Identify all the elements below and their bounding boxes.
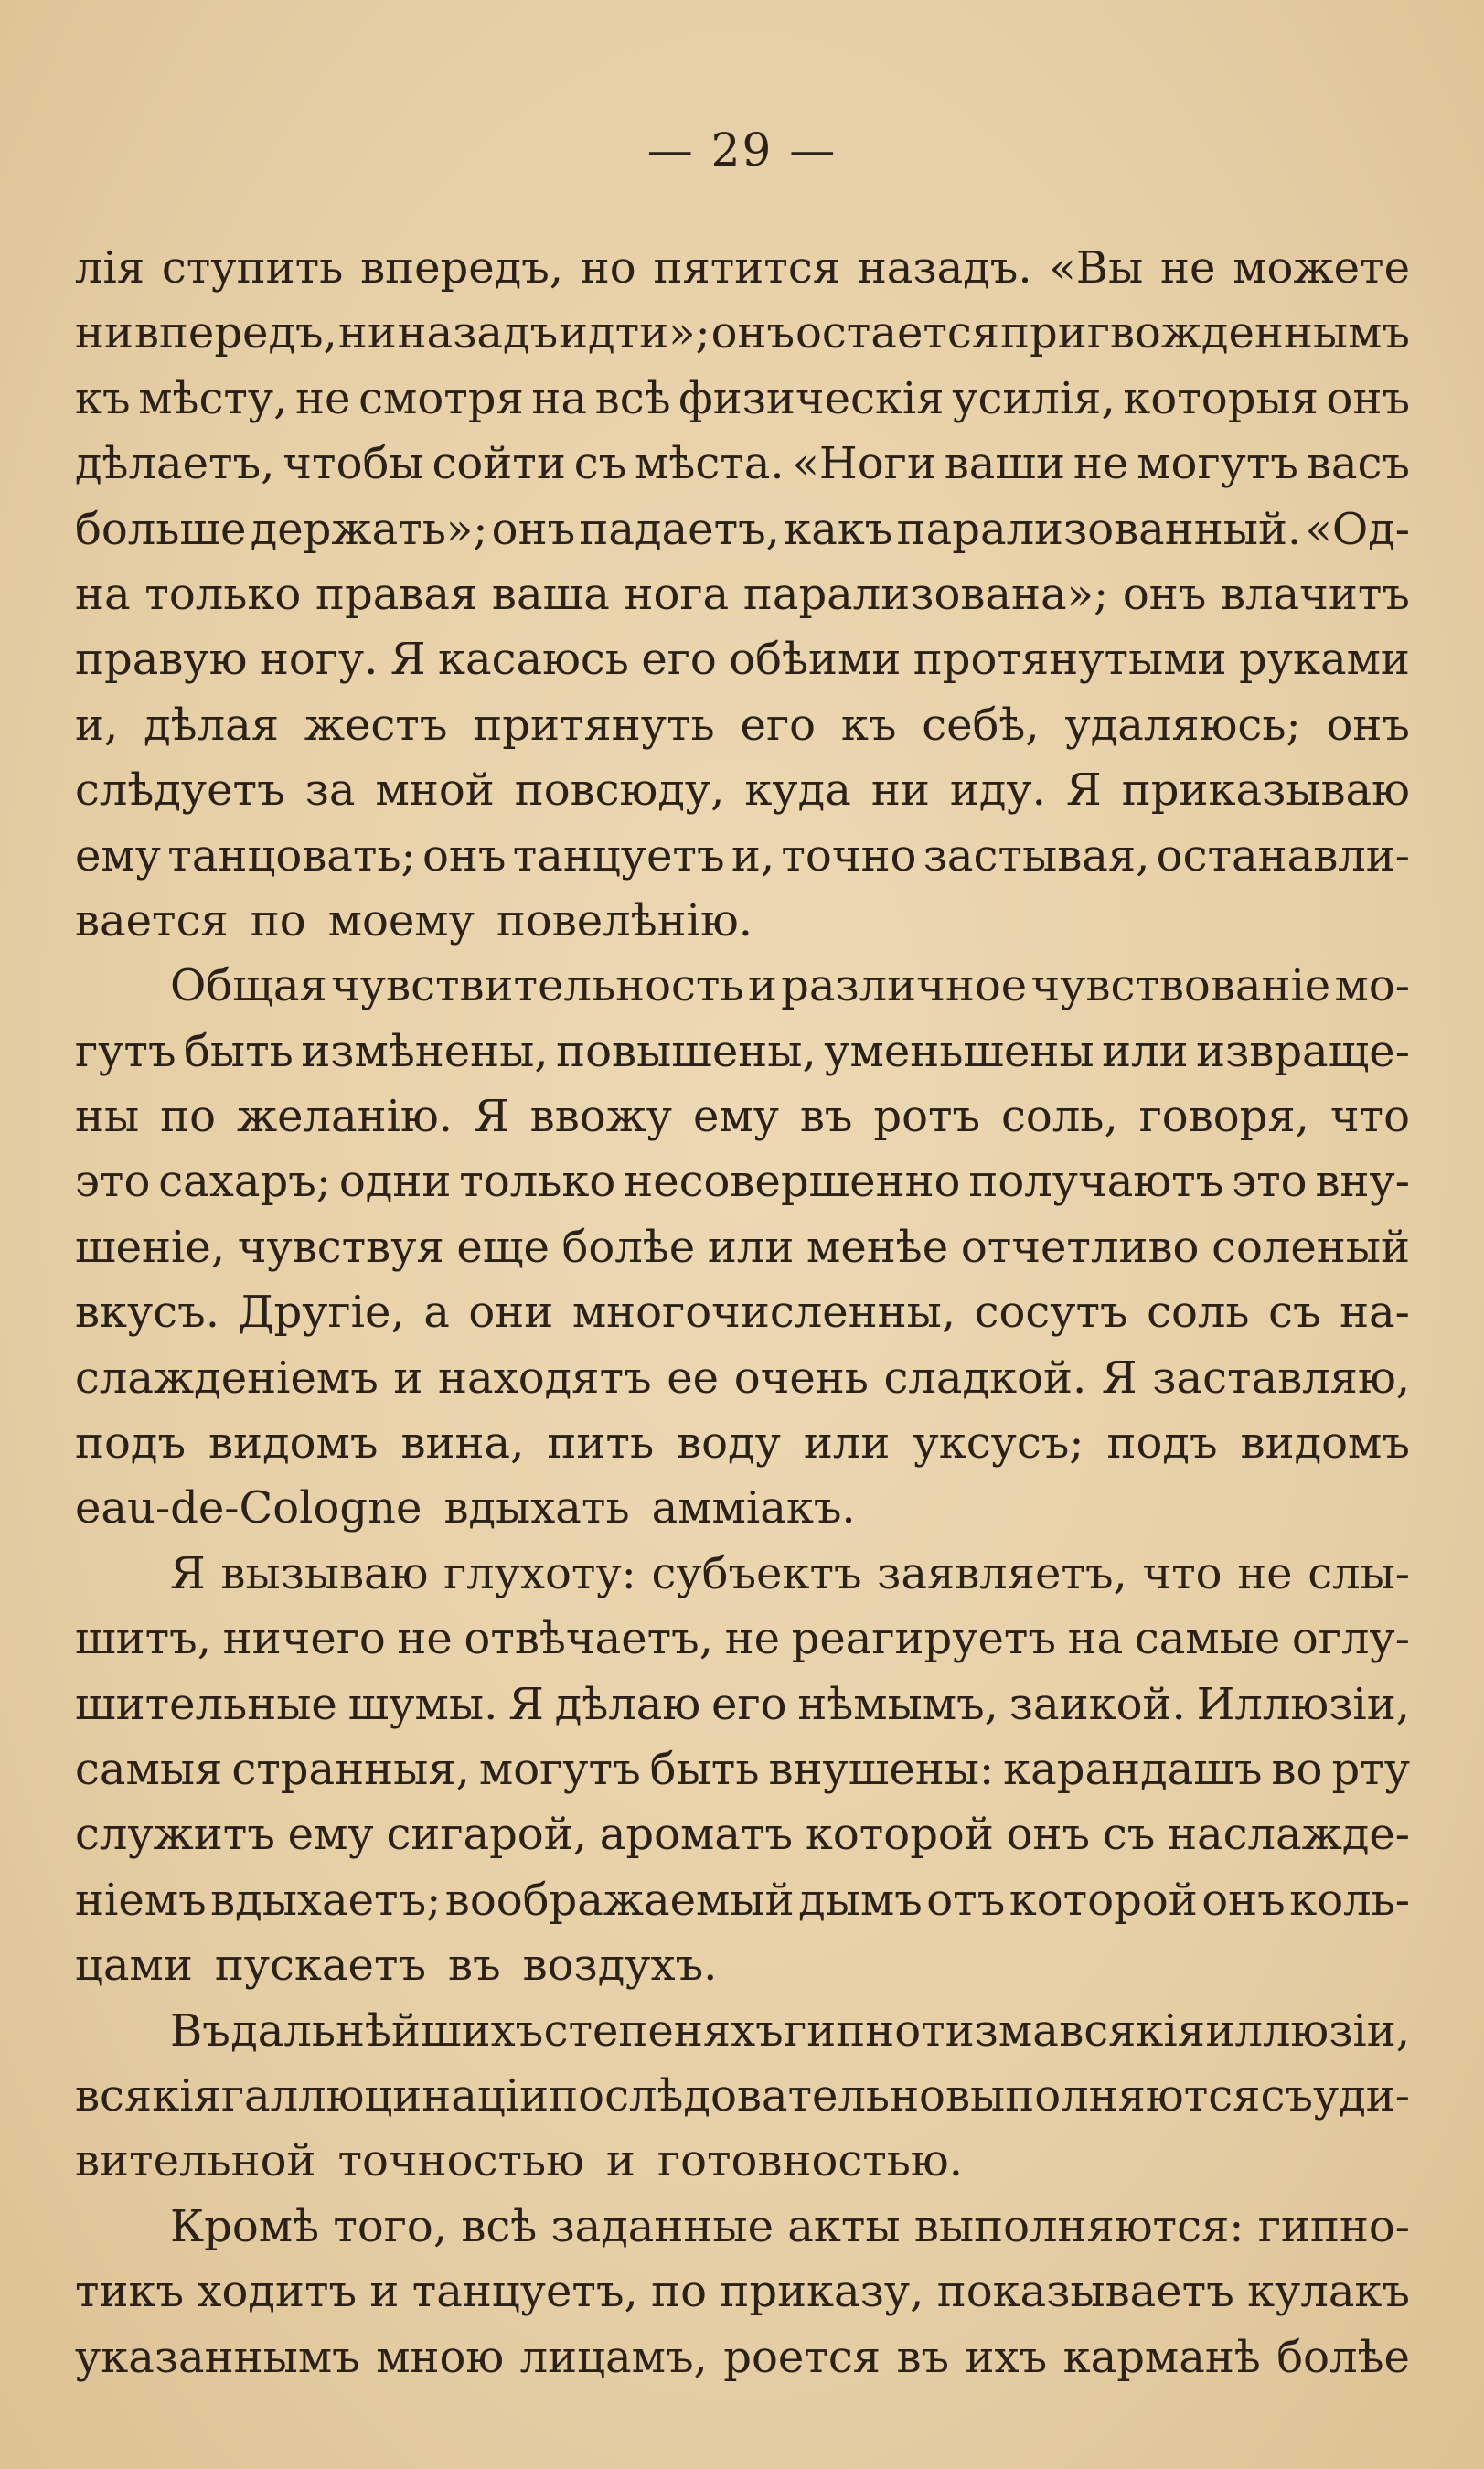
word: сойти — [432, 438, 566, 490]
word: подъ — [75, 1417, 186, 1470]
word: пригвожденнымъ — [999, 307, 1410, 359]
word: но — [580, 242, 636, 294]
text-line — [75, 758, 1410, 823]
word: чтобы — [283, 438, 424, 490]
word: или — [803, 1417, 891, 1470]
word: застывая, — [923, 829, 1150, 882]
word: идти»; — [559, 307, 710, 359]
word: «Вы — [1049, 242, 1144, 294]
word: ногу. — [259, 634, 379, 686]
word: впередъ, — [133, 307, 337, 359]
word: и — [393, 1352, 423, 1404]
word: какъ — [784, 503, 893, 555]
word: и — [605, 2135, 635, 2187]
text-line — [75, 1542, 1410, 1607]
word: танцовать; — [167, 829, 416, 882]
word: руками — [1238, 634, 1410, 686]
word: это — [75, 1156, 151, 1208]
word: сосутъ — [974, 1287, 1128, 1339]
word: наслажде- — [1168, 1809, 1410, 1861]
word: парализована»; — [742, 568, 1109, 620]
word: ни — [870, 764, 930, 817]
word: мѣсту, — [138, 372, 288, 424]
word: физическія — [678, 372, 945, 424]
word: или — [1102, 1025, 1189, 1077]
word: выполняются: — [913, 2200, 1244, 2252]
word: говоря, — [1138, 1091, 1309, 1143]
word: повсюду, — [514, 764, 725, 817]
text-line — [75, 1215, 1410, 1280]
word: ничего — [222, 1613, 386, 1665]
word: внушены: — [768, 1743, 995, 1795]
word: ни — [75, 307, 133, 359]
word: ходитъ — [197, 2266, 358, 2318]
word: на — [1067, 1613, 1124, 1665]
word: мной — [375, 764, 495, 817]
word: назадъ. — [857, 242, 1032, 294]
word: онъ — [422, 829, 507, 882]
word: пятится — [653, 242, 841, 294]
word: на — [75, 568, 131, 620]
word: по — [651, 2266, 707, 2318]
word: по — [250, 894, 306, 946]
word: того, — [333, 2200, 448, 2252]
word: съ — [1260, 2069, 1313, 2122]
word: подъ — [1106, 1417, 1218, 1470]
word: точностью — [337, 2135, 584, 2187]
word: протянутыми — [913, 634, 1227, 686]
word: дѣлаю — [554, 1678, 701, 1730]
word: приказу, — [720, 2266, 924, 2318]
word: въ — [799, 1091, 853, 1143]
text-line — [75, 301, 1410, 366]
word: Иллюзіи, — [1196, 1678, 1410, 1730]
word: Другіе, — [238, 1287, 405, 1339]
word: правую — [75, 634, 248, 686]
text-line — [75, 236, 1410, 301]
word: находятъ — [438, 1352, 652, 1404]
word: субъектъ — [651, 1547, 862, 1599]
word: болѣе — [1276, 2331, 1410, 2383]
word: готовностью. — [657, 2135, 963, 2187]
word: можете — [1233, 242, 1410, 294]
word: самые — [1134, 1613, 1281, 1665]
word: карандашъ — [1003, 1743, 1263, 1795]
word: менѣе — [806, 1221, 949, 1273]
word: ароматъ — [599, 1809, 794, 1861]
word: соленый — [1212, 1221, 1410, 1273]
word: тикъ — [75, 2266, 185, 2318]
word: различное — [781, 960, 1028, 1012]
word: падаетъ, — [579, 503, 780, 555]
word: заявляетъ, — [877, 1547, 1127, 1599]
word: мо- — [1334, 960, 1410, 1012]
word: выполняются — [945, 2069, 1261, 2122]
word: всякія — [1059, 2004, 1206, 2057]
word: одни — [338, 1156, 452, 1208]
word: пить — [547, 1417, 655, 1470]
word: не — [1237, 1547, 1293, 1599]
word: которой — [1009, 1874, 1198, 1926]
word: шитъ, — [75, 1613, 211, 1665]
text-line — [75, 1999, 1410, 2064]
word: могутъ — [478, 1743, 641, 1795]
word: больше — [75, 503, 247, 555]
text-line — [75, 1280, 1410, 1345]
word: уди- — [1312, 2069, 1410, 2122]
word: останавли- — [1156, 829, 1410, 882]
word: вдыхаетъ; — [210, 1874, 442, 1926]
word: вызываю — [220, 1547, 429, 1599]
word: танцуетъ — [512, 829, 725, 882]
word: парализованный. — [896, 503, 1302, 555]
word: многочисленны, — [571, 1287, 956, 1339]
word: шеніе, — [75, 1221, 226, 1273]
text-line — [75, 2325, 1410, 2390]
word: Общая — [170, 960, 327, 1012]
word: лицамъ, — [519, 2331, 708, 2383]
word: во — [1271, 1743, 1323, 1795]
word: приказываю — [1121, 764, 1410, 817]
word: сигарой, — [386, 1809, 587, 1861]
text-line — [75, 1020, 1410, 1085]
word: къ — [75, 372, 131, 424]
word: обѣими — [729, 634, 902, 686]
word: всѣ — [461, 2200, 538, 2252]
word: и, — [75, 699, 119, 751]
word: ваши — [944, 438, 1065, 490]
word: дѣлаетъ, — [75, 438, 275, 490]
word: желанію. — [236, 1091, 454, 1143]
word: держать»; — [250, 503, 488, 555]
word: послѣдовательно — [549, 2069, 945, 2122]
word: правая — [315, 568, 478, 620]
word: только — [144, 568, 302, 620]
word: вкусъ. — [75, 1287, 219, 1339]
text-line — [75, 2129, 1410, 2194]
word: жестъ — [304, 699, 448, 751]
text-line — [75, 889, 1410, 954]
word: которой — [805, 1809, 994, 1861]
word: чувствованіе — [1030, 960, 1331, 1012]
word: нѣмымъ, — [797, 1678, 998, 1730]
word: а — [423, 1287, 450, 1339]
word: онъ — [1122, 568, 1207, 620]
text-line — [75, 367, 1410, 432]
word: всѣ — [594, 372, 671, 424]
word: онъ — [1326, 372, 1410, 424]
word: онъ — [1326, 699, 1410, 751]
word: пускаетъ — [214, 1940, 427, 1992]
word: слы- — [1308, 1547, 1410, 1599]
word: не — [295, 372, 351, 424]
word: слѣдуетъ — [75, 764, 285, 817]
word: ихъ — [965, 2331, 1048, 2383]
text-line — [75, 1933, 1410, 1998]
word: соль — [1147, 1287, 1250, 1339]
text-line — [75, 1346, 1410, 1411]
word: повышены, — [556, 1025, 817, 1077]
text-line — [75, 1085, 1410, 1149]
word: уксусъ; — [913, 1417, 1084, 1470]
word: заданные — [550, 2200, 774, 2252]
word: болѣе — [561, 1221, 696, 1273]
text-line — [75, 824, 1410, 889]
word: видомъ — [208, 1417, 379, 1470]
word: онъ — [1006, 1809, 1091, 1861]
word: назадъ — [397, 307, 559, 359]
word: онъ — [710, 307, 795, 359]
word: роется — [723, 2331, 881, 2383]
word: акты — [787, 2200, 901, 2252]
word: къ — [840, 699, 897, 751]
word: остается — [795, 307, 1000, 359]
word: впередъ, — [360, 242, 563, 294]
text-line — [75, 627, 1410, 692]
text-line — [75, 1802, 1410, 1867]
word: воображаемый — [444, 1874, 795, 1926]
text-line — [75, 954, 1410, 1019]
word: онъ — [491, 503, 576, 555]
text-line — [75, 1673, 1410, 1737]
word: степеняхъ — [543, 2004, 784, 2057]
word: самыя — [75, 1743, 223, 1795]
word: сладкой. — [883, 1352, 1087, 1404]
word: мною — [376, 2331, 505, 2383]
word: вительной — [75, 2135, 316, 2187]
word: моему — [327, 894, 475, 946]
word: кулакъ — [1247, 2266, 1410, 2318]
word: коль- — [1289, 1874, 1410, 1926]
word: слажденіемъ — [75, 1352, 379, 1404]
word: показываетъ — [936, 2266, 1234, 2318]
word: на- — [1340, 1287, 1410, 1339]
word: танцуетъ, — [411, 2266, 638, 2318]
word: рту — [1331, 1743, 1410, 1795]
word: васъ — [1306, 438, 1410, 490]
word: Я — [508, 1678, 544, 1730]
word: чувствительность — [331, 960, 744, 1012]
word: вдыхать — [443, 1482, 630, 1534]
word: Я — [390, 634, 426, 686]
word: сахаръ; — [158, 1156, 331, 1208]
word: повелѣнію. — [496, 894, 753, 946]
word: притянуть — [473, 699, 715, 751]
word: влачитъ — [1220, 568, 1410, 620]
text-line — [75, 1737, 1410, 1802]
word: оглу- — [1291, 1613, 1410, 1665]
word: съ — [1102, 1809, 1156, 1861]
word: ступить — [161, 242, 344, 294]
word: получаютъ — [968, 1156, 1224, 1208]
word: смотря — [358, 372, 524, 424]
word: гутъ — [75, 1025, 176, 1077]
word: на — [531, 372, 588, 424]
word: иду. — [949, 764, 1046, 817]
word: не — [397, 1613, 453, 1665]
word: что — [1142, 1547, 1222, 1599]
text-line — [75, 432, 1410, 497]
word: отъ — [926, 1874, 1006, 1926]
word: нога — [624, 568, 730, 620]
word: «Од- — [1305, 503, 1410, 555]
word: съ — [573, 438, 627, 490]
word: за — [304, 764, 356, 817]
word: они — [468, 1287, 554, 1339]
word: дымъ — [798, 1874, 923, 1926]
word: куда — [744, 764, 851, 817]
text-line — [75, 2064, 1410, 2129]
word: не — [724, 1613, 780, 1665]
text-line — [75, 693, 1410, 758]
word: несовершенно — [624, 1156, 961, 1208]
word: гипно- — [1257, 2200, 1410, 2252]
word: и — [369, 2266, 400, 2318]
word: и, — [731, 829, 775, 882]
word: отчетливо — [960, 1221, 1200, 1273]
word: дѣлая — [144, 699, 279, 751]
word: и — [747, 960, 777, 1012]
word: ваша — [491, 568, 610, 620]
text-line — [75, 1868, 1410, 1933]
word: уменьшены — [824, 1025, 1094, 1077]
word: себѣ, — [922, 699, 1040, 751]
word: Я — [1065, 764, 1102, 817]
word: касаюсь — [438, 634, 629, 686]
word: очень — [733, 1352, 869, 1404]
word: вина, — [400, 1417, 525, 1470]
word: или — [707, 1221, 795, 1273]
word: всякія — [75, 2069, 221, 2122]
body-text — [75, 236, 1410, 2390]
word: ему — [692, 1091, 779, 1143]
word: гипнотизма — [784, 2004, 1059, 2057]
page-number: — 29 — — [646, 123, 838, 176]
word: Въ — [170, 2004, 230, 2057]
word: быть — [184, 1025, 294, 1077]
text-line — [75, 497, 1410, 562]
word: по — [160, 1091, 217, 1143]
text-line — [75, 1607, 1410, 1672]
word: Я — [170, 1547, 206, 1599]
word: ему — [287, 1809, 374, 1861]
word: удаляюсь; — [1064, 699, 1301, 751]
word: что — [1329, 1091, 1410, 1143]
text-line — [75, 562, 1410, 627]
word: соль, — [1001, 1091, 1118, 1143]
word: мѣста. — [635, 438, 785, 490]
word: ввожу — [529, 1091, 673, 1143]
word: ны — [75, 1091, 140, 1143]
word: измѣнены, — [301, 1025, 549, 1077]
word: шумы. — [347, 1678, 498, 1730]
word: реагируетъ — [791, 1613, 1056, 1665]
word: шительные — [75, 1678, 337, 1730]
word: это — [1232, 1156, 1308, 1208]
word: ему — [75, 829, 161, 882]
word: ее — [667, 1352, 720, 1404]
word: извраще- — [1196, 1025, 1410, 1077]
word: заставляю, — [1152, 1352, 1410, 1404]
word: отвѣчаетъ, — [464, 1613, 713, 1665]
word: не — [1160, 242, 1216, 294]
word: указаннымъ — [75, 2331, 360, 2383]
word: ніемъ — [75, 1874, 207, 1926]
text-line — [75, 2260, 1410, 2325]
word: чувствуя — [237, 1221, 444, 1273]
word: аммiакъ. — [651, 1482, 856, 1534]
word: еще — [456, 1221, 550, 1273]
word: видомъ — [1240, 1417, 1410, 1470]
word: усилія, — [952, 372, 1116, 424]
word: заикой. — [1009, 1678, 1186, 1730]
word: ни — [337, 307, 397, 359]
word: которыя — [1123, 372, 1319, 424]
word: Я — [473, 1091, 509, 1143]
word: воздухъ. — [522, 1940, 718, 1992]
word: «Ноги — [792, 438, 936, 490]
word: только — [459, 1156, 616, 1208]
word: Кромѣ — [170, 2200, 320, 2252]
text-line — [75, 1476, 1410, 1541]
word: вается — [75, 894, 229, 946]
text-line — [75, 1149, 1410, 1214]
word: воду — [677, 1417, 781, 1470]
word: быть — [649, 1743, 760, 1795]
word: глухоту: — [443, 1547, 636, 1599]
word: въ — [448, 1940, 501, 1992]
word: въ — [896, 2331, 950, 2383]
word: могутъ — [1137, 438, 1298, 490]
word: не — [1073, 438, 1129, 490]
word: вну- — [1315, 1156, 1410, 1208]
word: дальнѣйшихъ — [230, 2004, 544, 2057]
word: его — [740, 699, 816, 751]
word: онъ — [1201, 1874, 1286, 1926]
word: его — [641, 634, 717, 686]
word: eau-de-Cologne — [75, 1482, 422, 1534]
word: точно — [781, 829, 917, 882]
text-line — [75, 2195, 1410, 2260]
word: съ — [1268, 1287, 1321, 1339]
word: странныя, — [231, 1743, 470, 1795]
word: лія — [75, 242, 145, 294]
word: галлюцинаціи — [220, 2069, 550, 2122]
word: цами — [75, 1940, 193, 1992]
word: иллюзіи, — [1205, 2004, 1410, 2057]
word: ротъ — [873, 1091, 981, 1143]
word: служитъ — [75, 1809, 275, 1861]
word: карманѣ — [1062, 2331, 1261, 2383]
word: Я — [1101, 1352, 1137, 1404]
text-line — [75, 1411, 1410, 1476]
word: его — [711, 1678, 787, 1730]
